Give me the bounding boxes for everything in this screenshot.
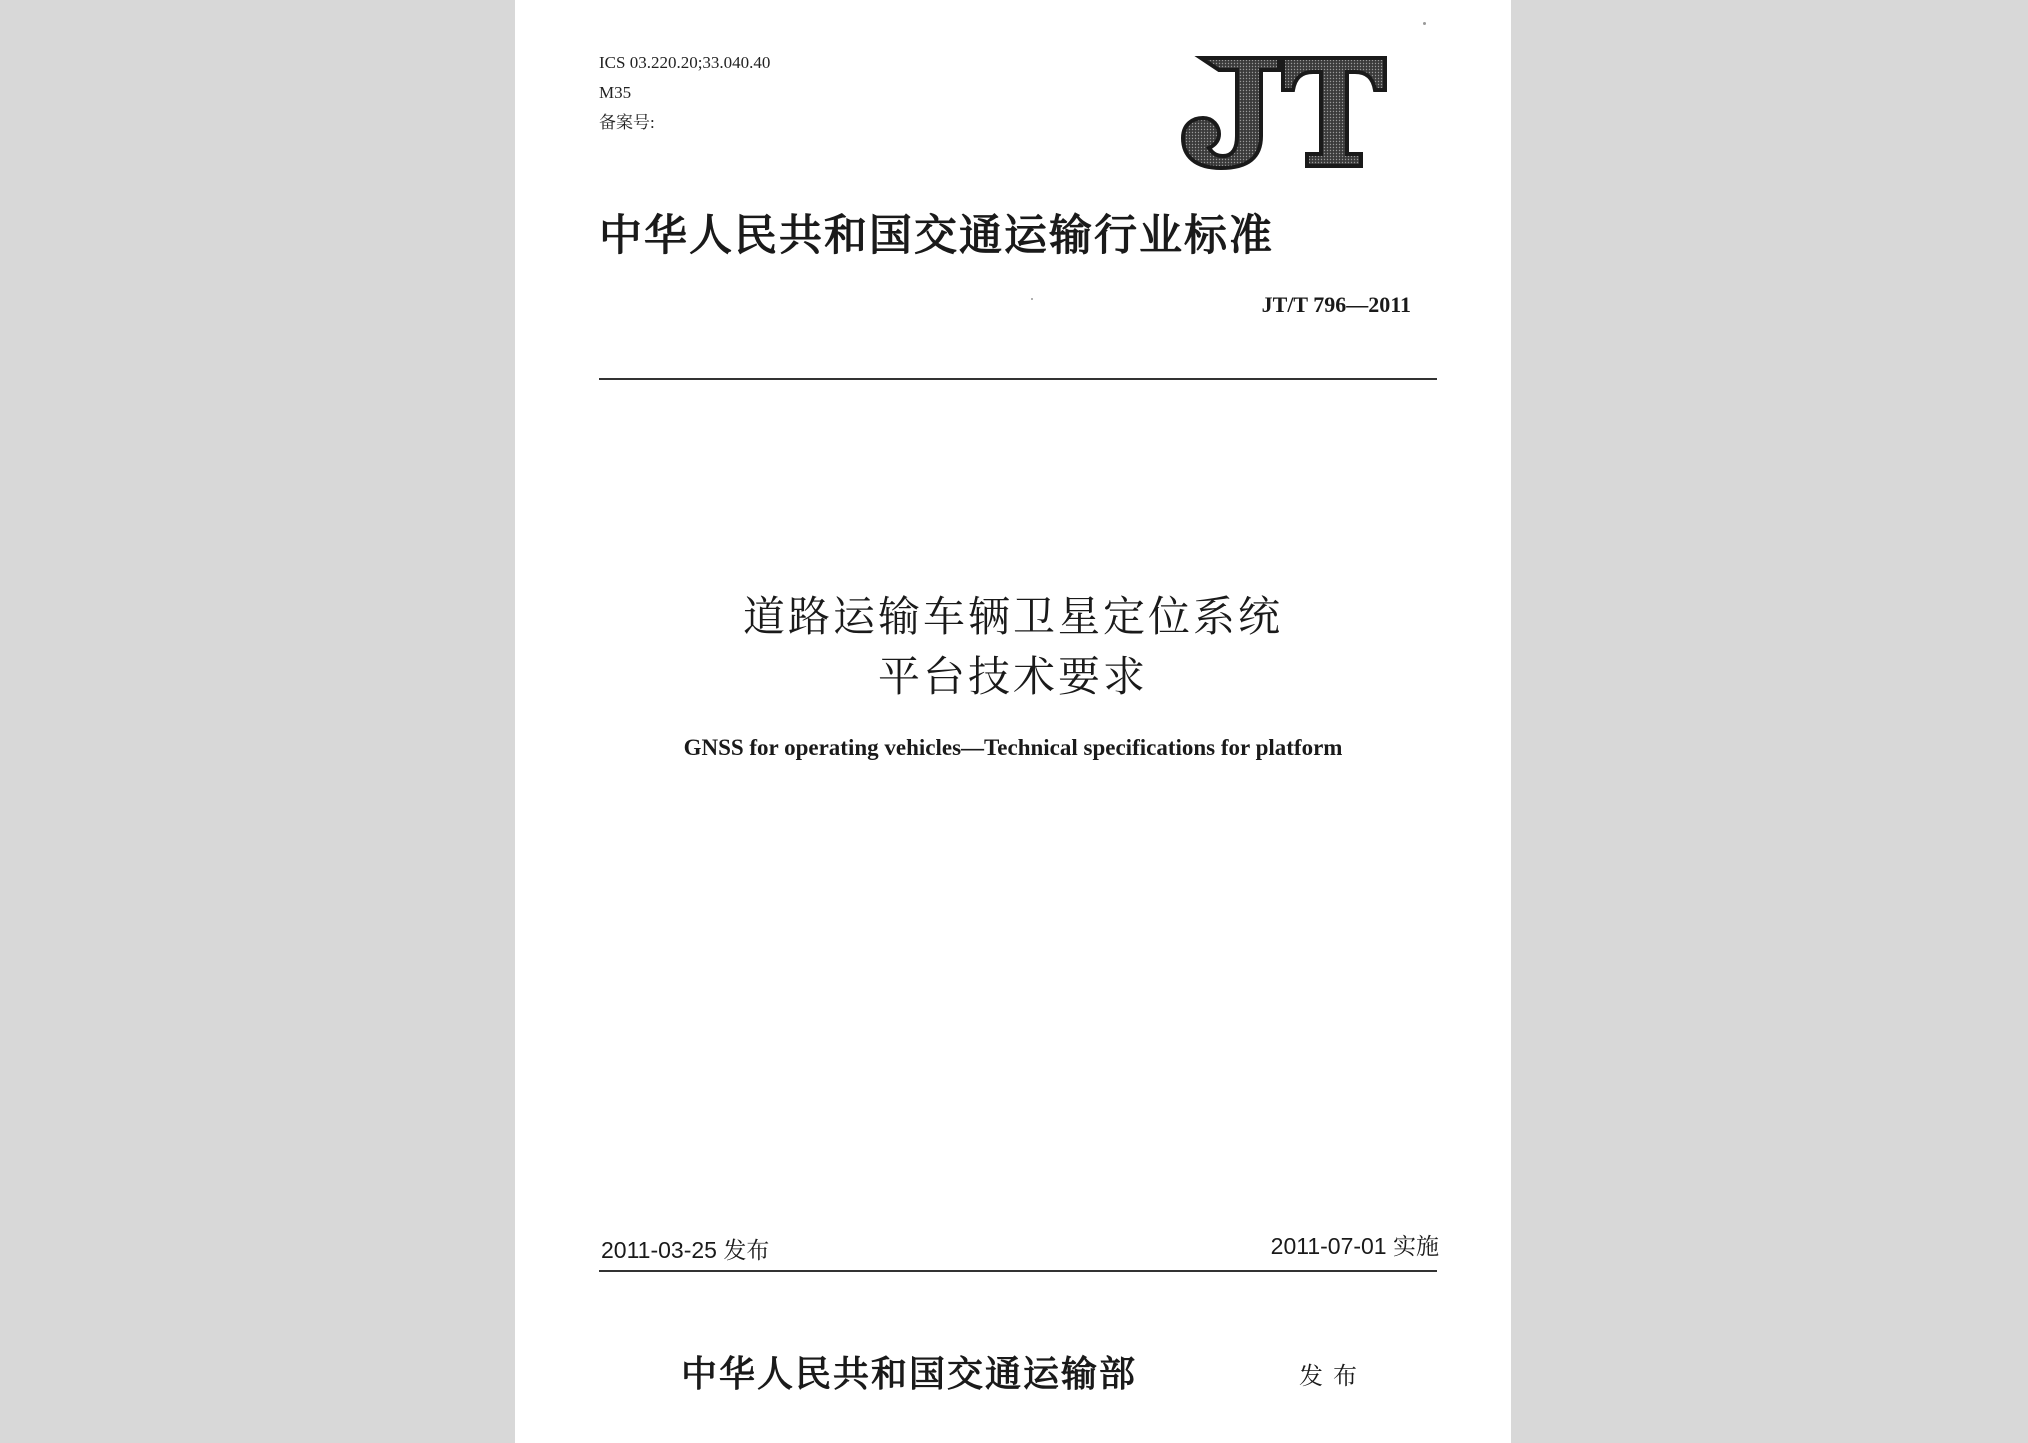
- header-divider: [599, 378, 1437, 380]
- chinese-title-line-2: 平台技术要求: [877, 652, 1148, 701]
- ccs-code: M35: [599, 83, 632, 102]
- chinese-title-line-1: 道路运输车辆卫星定位系统: [742, 592, 1283, 641]
- scan-speck: [1031, 298, 1033, 300]
- filing-number-label: 备案号:: [599, 113, 655, 132]
- scan-speck: [1423, 22, 1426, 25]
- issue-date: 2011-03-25 发布: [601, 1237, 770, 1263]
- classification-block: [599, 48, 770, 138]
- jt-logo: [1179, 50, 1389, 170]
- footer-divider: [599, 1270, 1437, 1272]
- ics-code: ICS 03.220.20;33.040.40: [599, 53, 771, 72]
- publish-label: 发布: [1299, 1362, 1367, 1390]
- implementation-date: 2011-07-01 实施: [1270, 1233, 1439, 1259]
- standard-number: JT/T 796—2011: [1261, 292, 1411, 317]
- industry-standard-title: 中华人民共和国交通运输行业标准: [599, 211, 1274, 261]
- publisher-name: 中华人民共和国交通运输部: [681, 1353, 1138, 1395]
- english-title: GNSS for operating vehicles—Technical specifications for platform: [683, 735, 1343, 760]
- document-page: [515, 0, 1511, 1443]
